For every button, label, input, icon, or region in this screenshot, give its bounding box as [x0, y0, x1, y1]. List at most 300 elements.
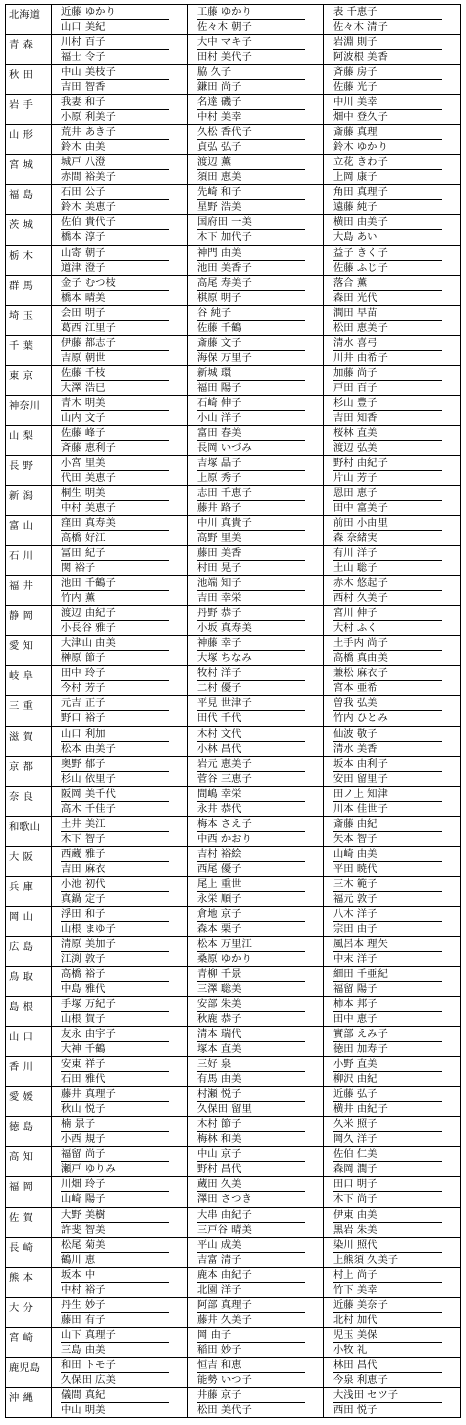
name-cell: [52, 215, 188, 245]
person-name: 高尾 寿美子: [197, 276, 252, 289]
prefecture-name: 高 知: [6, 1147, 52, 1177]
person-name: 田村 美代子: [197, 49, 305, 64]
person-name: 渡辺 由紀子: [61, 607, 116, 620]
table-row: [6, 1297, 461, 1327]
name-cell: [188, 516, 324, 546]
person-name: 元吉 正子: [61, 697, 106, 710]
person-name: 中川 真貴子: [197, 517, 252, 530]
name-cell: [324, 576, 461, 606]
name-cell: [188, 906, 324, 936]
person-name: 会田 明子: [61, 306, 106, 319]
name-cell: [52, 876, 188, 906]
name-cell: [188, 245, 324, 275]
person-name: 神門 由美: [197, 246, 242, 259]
person-name: 斎藤 由紀: [333, 817, 378, 830]
name-cell: [52, 936, 188, 966]
person-name: 小牧 礼: [333, 1342, 442, 1357]
name-cell: [188, 576, 324, 606]
person-name: 手塚 万紀子: [61, 998, 116, 1011]
name-cell: [188, 786, 324, 816]
name-cell: [188, 846, 324, 876]
table-row: [6, 125, 461, 155]
person-name: 西村 久美子: [333, 590, 442, 605]
person-name: 瀬戸 ゆりみ: [61, 1161, 169, 1176]
person-name: 風呂本 理矢: [333, 937, 388, 950]
table-row: [6, 1117, 461, 1147]
person-name: 中村 美幸: [197, 109, 305, 124]
person-name: 佐々木 朝子: [197, 19, 305, 34]
person-name: 今村 芳子: [61, 680, 169, 695]
prefecture-name: 福 島: [6, 185, 52, 215]
person-name: 恩田 恵子: [333, 487, 378, 499]
name-cell: [52, 1117, 188, 1147]
table-row: [6, 576, 461, 606]
name-cell: [188, 636, 324, 666]
person-name: 田中 恵子: [333, 1011, 442, 1026]
person-name: 恒吉 和恵: [197, 1358, 242, 1371]
person-name: 能勢 いつ子: [197, 1372, 305, 1387]
person-name: 大澤 浩巳: [61, 380, 169, 395]
name-cell: [324, 756, 461, 786]
name-cell: [188, 816, 324, 846]
person-name: 竹内 薫: [61, 590, 169, 605]
person-name: 遠藤 純子: [333, 199, 442, 214]
person-name: 吉富 清子: [197, 1252, 305, 1267]
name-cell: [52, 546, 188, 576]
name-cell: [324, 35, 461, 65]
table-row: [6, 65, 461, 95]
prefecture-name: 熊 本: [6, 1267, 52, 1297]
person-name: 山根 賀子: [61, 1011, 169, 1026]
name-cell: [188, 997, 324, 1027]
person-name: 山崎 陽子: [61, 1191, 169, 1206]
name-cell: [188, 967, 324, 997]
table-row: [6, 486, 461, 516]
person-name: 松田 美代子: [197, 1402, 305, 1417]
table-row: [6, 936, 461, 966]
person-name: 永栄 順子: [197, 891, 305, 906]
name-cell: [324, 1207, 461, 1237]
table-row: [6, 696, 461, 726]
name-cell: [324, 1117, 461, 1147]
person-name: 斎藤 真理: [333, 126, 378, 139]
name-cell: [324, 1177, 461, 1207]
name-cell: [52, 1237, 188, 1267]
person-name: 中西 かおり: [197, 831, 305, 846]
person-name: 落合 薫: [333, 276, 368, 289]
name-cell: [52, 275, 188, 305]
person-name: 橋本 晴美: [61, 290, 169, 305]
name-cell: [188, 35, 324, 65]
name-cell: [188, 876, 324, 906]
person-name: 葛西 江里子: [61, 320, 169, 335]
name-cell: [324, 997, 461, 1027]
person-name: 杉山 豊子: [333, 396, 378, 409]
person-name: 久松 香代子: [197, 126, 252, 139]
person-name: 立花 きわ子: [333, 156, 388, 169]
name-cell: [188, 1207, 324, 1237]
person-name: 森岡 潤子: [333, 1161, 442, 1176]
name-cell: [324, 786, 461, 816]
person-name: 安部 朱美: [197, 998, 242, 1011]
table-row: [6, 215, 461, 245]
name-cell: [324, 876, 461, 906]
person-name: 大神 千鶴: [61, 1041, 169, 1056]
prefecture-name: 山 形: [6, 125, 52, 155]
name-cell: [188, 455, 324, 485]
name-cell: [52, 425, 188, 455]
person-name: 橋本 淳子: [61, 229, 169, 244]
name-cell: [52, 696, 188, 726]
prefecture-name: 広 島: [6, 936, 52, 966]
name-cell: [188, 155, 324, 185]
person-name: 松田 恵美子: [333, 320, 442, 335]
person-name: 藤田 美香: [197, 547, 242, 560]
person-name: 新城 環: [197, 366, 232, 379]
person-name: 小坂 真寿美: [197, 620, 305, 635]
prefecture-name: 長 崎: [6, 1237, 52, 1267]
person-name: 青柳 千景: [197, 968, 242, 980]
name-cell: [324, 1297, 461, 1327]
person-name: 塚本 直美: [197, 1041, 305, 1056]
person-name: 山崎 由美: [333, 847, 378, 860]
person-name: 吉原 朝世: [61, 350, 169, 365]
person-name: 伊東 由美: [333, 1208, 378, 1221]
name-cell: [324, 275, 461, 305]
name-cell: [324, 906, 461, 936]
person-name: 鹿本 由紀子: [197, 1268, 252, 1281]
name-cell: [188, 1237, 324, 1267]
name-cell: [188, 1027, 324, 1057]
table-row: [6, 95, 461, 125]
person-name: 渡辺 薫: [197, 156, 232, 169]
person-name: 鎌田 尚子: [197, 79, 305, 94]
name-cell: [324, 967, 461, 997]
person-name: 城戸 八澄: [61, 156, 106, 169]
person-name: 徳田 加寿子: [333, 1041, 442, 1056]
person-name: 大島 あい: [333, 229, 442, 244]
person-name: 清原 美加子: [61, 937, 116, 950]
person-name: 梅本 さえ子: [197, 817, 252, 830]
name-cell: [324, 335, 461, 365]
person-name: 細田 千亜紀: [333, 968, 388, 980]
person-name: 海保 万里子: [197, 350, 305, 365]
person-name: 久保田 広美: [61, 1372, 169, 1387]
name-cell: [324, 365, 461, 395]
person-name: 道津 澄子: [61, 260, 169, 275]
person-name: 阪岡 美千代: [61, 787, 116, 800]
person-name: 山下 真理子: [61, 1328, 116, 1341]
person-name: 石崎 伸子: [197, 396, 242, 409]
person-name: 清水 美香: [333, 741, 442, 756]
person-name: 間嶋 幸栄: [197, 787, 242, 800]
person-name: 真鍋 定子: [61, 891, 169, 906]
name-cell: [52, 606, 188, 636]
person-name: 中村 美恵子: [61, 500, 169, 515]
prefecture-name: 大 分: [6, 1297, 52, 1327]
table-row: [6, 997, 461, 1027]
person-name: 田代 千代: [197, 710, 305, 725]
person-name: 高木 千佳子: [61, 801, 169, 816]
person-name: 大野 美樹: [61, 1208, 106, 1221]
prefecture-name: 神奈川: [6, 395, 52, 425]
prefecture-name: 静 岡: [6, 606, 52, 636]
person-name: 大津山 由美: [61, 637, 116, 650]
prefecture-name: 愛 知: [6, 636, 52, 666]
table-row: [6, 1087, 461, 1117]
person-name: 川村 百子: [61, 36, 106, 49]
name-cell: [324, 1027, 461, 1057]
name-cell: [52, 1087, 188, 1117]
person-name: 畑中 登久子: [333, 109, 442, 124]
person-name: 関 裕子: [61, 560, 169, 575]
person-name: 二村 優子: [197, 680, 305, 695]
person-name: 宮川 伸子: [333, 607, 378, 620]
name-cell: [324, 95, 461, 125]
person-name: 高橋 真由美: [333, 650, 442, 665]
person-name: 冨田 紀子: [61, 547, 106, 560]
person-name: 野村 由紀子: [333, 456, 388, 469]
person-name: 佐伯 仁美: [333, 1148, 378, 1161]
name-cell: [324, 155, 461, 185]
person-name: 村瀬 悦子: [197, 1088, 242, 1101]
person-name: 益子 きく子: [333, 246, 388, 259]
name-cell: [52, 636, 188, 666]
person-name: 久保田 留里: [197, 1101, 305, 1116]
table-row: [6, 606, 461, 636]
person-name: 倉地 京子: [197, 907, 242, 920]
prefecture-name: 徳 島: [6, 1117, 52, 1147]
person-name: 松尾 菊美: [61, 1238, 106, 1251]
name-cell: [52, 5, 188, 35]
person-name: 矢本 智子: [333, 831, 442, 846]
person-name: 赤木 悠起子: [333, 577, 388, 590]
person-name: 西尾 優子: [197, 861, 305, 876]
name-cell: [324, 1267, 461, 1297]
name-cell: [52, 906, 188, 936]
person-name: 野村 昌代: [197, 1161, 305, 1176]
person-name: 谷 純子: [197, 306, 232, 319]
person-name: 野口 裕子: [61, 710, 169, 725]
person-name: 牧村 洋子: [197, 667, 242, 680]
person-name: 村上 尚子: [333, 1268, 378, 1281]
person-name: 平田 暁代: [333, 861, 442, 876]
person-name: 浮田 和子: [61, 907, 106, 920]
table-row: [6, 1057, 461, 1087]
person-name: 藤井 路子: [197, 500, 305, 515]
person-name: 仙波 敬子: [333, 727, 378, 740]
person-name: 桜林 直美: [333, 426, 378, 439]
person-name: 中山 明美: [61, 1402, 169, 1417]
prefecture-name: 鳥 取: [6, 967, 52, 997]
name-cell: [52, 455, 188, 485]
person-name: 阿部 真理子: [197, 1298, 252, 1311]
table-row: [6, 726, 461, 756]
person-name: 木下 加代子: [197, 229, 305, 244]
table-row: [6, 636, 461, 666]
person-name: 森本 栗子: [197, 921, 305, 936]
name-cell: [188, 1087, 324, 1117]
name-cell: [188, 1267, 324, 1297]
person-name: 大塚 ちなみ: [197, 650, 305, 665]
person-name: 有馬 由美: [197, 1071, 305, 1086]
person-name: 中島 雅代: [61, 981, 169, 996]
table-row: [6, 245, 461, 275]
person-name: 儀間 真紀: [61, 1388, 106, 1401]
prefecture-name: 鹿児島: [6, 1357, 52, 1387]
name-cell: [324, 215, 461, 245]
person-name: 棋原 明子: [197, 290, 305, 305]
person-name: 福田 陽子: [197, 380, 305, 395]
person-name: 北園 洋子: [197, 1282, 305, 1297]
person-name: 吉田 幸栄: [197, 590, 305, 605]
person-name: 村田 晃子: [197, 560, 305, 575]
person-name: 西田 悦子: [333, 1402, 442, 1417]
person-name: 秋鹿 恭子: [197, 1011, 305, 1026]
person-name: 曽我 弘美: [333, 697, 378, 710]
person-name: 大中 マキ子: [197, 36, 252, 49]
person-name: 安東 祥子: [61, 1058, 106, 1071]
table-row: [6, 305, 461, 335]
person-name: 佐伯 貴代子: [61, 216, 116, 229]
name-cell: [324, 846, 461, 876]
person-name: 尾上 重世: [197, 877, 242, 890]
name-cell: [188, 1177, 324, 1207]
table-row: [6, 666, 461, 696]
person-name: 佐藤 峰子: [61, 426, 106, 439]
name-cell: [324, 516, 461, 546]
person-name: 神藤 幸子: [197, 637, 242, 650]
table-row: [6, 1237, 461, 1267]
name-cell: [52, 335, 188, 365]
table-row: [6, 546, 461, 576]
prefecture-name: 北海道: [6, 5, 52, 35]
person-name: 杉山 依里子: [61, 771, 169, 786]
prefecture-name: 岐 阜: [6, 666, 52, 696]
name-cell: [188, 1057, 324, 1087]
person-name: 澗田 早苗: [333, 306, 378, 319]
name-cell: [188, 305, 324, 335]
person-name: 土手内 尚子: [333, 637, 388, 650]
person-name: 和田 トモ子: [61, 1358, 116, 1371]
table-row: [6, 155, 461, 185]
name-cell: [52, 1297, 188, 1327]
prefecture-name: 岡 山: [6, 906, 52, 936]
table-row: [6, 455, 461, 485]
person-name: 佐藤 光子: [333, 79, 442, 94]
person-name: 大村 ふく: [333, 620, 442, 635]
person-name: 川本 佳世子: [333, 801, 442, 816]
name-cell: [324, 395, 461, 425]
person-name: 近藤 弘子: [333, 1088, 378, 1101]
table-row: [6, 516, 461, 546]
person-name: 坂本 中: [61, 1268, 96, 1281]
person-name: 平見 世津子: [197, 697, 252, 710]
person-name: 中村 裕子: [61, 1282, 169, 1297]
table-row: [6, 786, 461, 816]
person-name: 阿波根 美香: [333, 49, 442, 64]
name-cell: [52, 997, 188, 1027]
name-cell: [52, 395, 188, 425]
prefecture-name: 新 潟: [6, 486, 52, 516]
table-row: [6, 1207, 461, 1237]
name-cell: [324, 936, 461, 966]
person-name: 許斐 智美: [61, 1222, 169, 1237]
table-row: [6, 1147, 461, 1177]
person-name: 山口 美紀: [61, 19, 169, 34]
name-cell: [52, 516, 188, 546]
name-cell: [324, 1387, 461, 1417]
person-name: 中川 美幸: [333, 96, 378, 109]
person-name: 荒井 あき子: [61, 126, 116, 139]
person-name: 高橋 裕子: [61, 968, 106, 980]
name-cell: [52, 967, 188, 997]
prefecture-name: 富 山: [6, 516, 52, 546]
person-name: 三澤 聡美: [197, 981, 305, 996]
name-cell: [188, 756, 324, 786]
person-name: 桐生 明美: [61, 487, 106, 499]
person-name: 横田 由美子: [333, 216, 388, 229]
person-name: 北村 加代: [333, 1312, 442, 1327]
name-cell: [188, 726, 324, 756]
prefecture-name: 大 阪: [6, 846, 52, 876]
person-name: 森 奈緒実: [333, 530, 442, 545]
prefecture-name: 宮 城: [6, 155, 52, 185]
name-cell: [52, 1267, 188, 1297]
person-name: 藤井 真理子: [61, 1088, 116, 1101]
person-name: 中山 美枝子: [61, 66, 116, 79]
person-name: 角田 真理子: [333, 186, 388, 199]
person-name: 佐藤 ふじ子: [333, 260, 442, 275]
person-name: 佐藤 千枝: [61, 366, 106, 379]
prefecture-name: 山 梨: [6, 425, 52, 455]
name-cell: [52, 365, 188, 395]
name-cell: [52, 726, 188, 756]
prefecture-name: 島 根: [6, 997, 52, 1027]
table-row: [6, 395, 461, 425]
person-name: 斉藤 恵利子: [61, 440, 169, 455]
prefecture-name: 石 川: [6, 546, 52, 576]
table-row: [6, 425, 461, 455]
person-name: 鈴木 由美: [61, 139, 169, 154]
person-name: 菅谷 三恵子: [197, 771, 305, 786]
table-row: [6, 1027, 461, 1057]
person-name: 山口 利加: [61, 727, 106, 740]
name-cell: [188, 696, 324, 726]
person-name: 竹下 美幸: [333, 1282, 442, 1297]
prefecture-name: 茨 城: [6, 215, 52, 245]
person-name: 小宮 里美: [61, 456, 106, 469]
name-cell: [188, 1297, 324, 1327]
prefecture-name: 香 川: [6, 1057, 52, 1087]
name-cell: [52, 1147, 188, 1177]
person-name: 近藤 美奈子: [333, 1298, 388, 1311]
person-name: 福留 尚子: [61, 1148, 106, 1161]
name-cell: [188, 486, 324, 516]
name-cell: [188, 95, 324, 125]
name-cell: [324, 5, 461, 35]
prefecture-name: 京 都: [6, 756, 52, 786]
person-name: 伊藤 都志子: [61, 336, 116, 349]
prefecture-name: 福 井: [6, 576, 52, 606]
person-name: 久米 照子: [333, 1118, 378, 1131]
person-name: 竹内 ひとみ: [333, 710, 442, 725]
name-cell: [324, 486, 461, 516]
name-cell: [188, 1147, 324, 1177]
name-cell: [52, 1057, 188, 1087]
person-name: 前田 小由里: [333, 517, 388, 530]
name-cell: [188, 65, 324, 95]
